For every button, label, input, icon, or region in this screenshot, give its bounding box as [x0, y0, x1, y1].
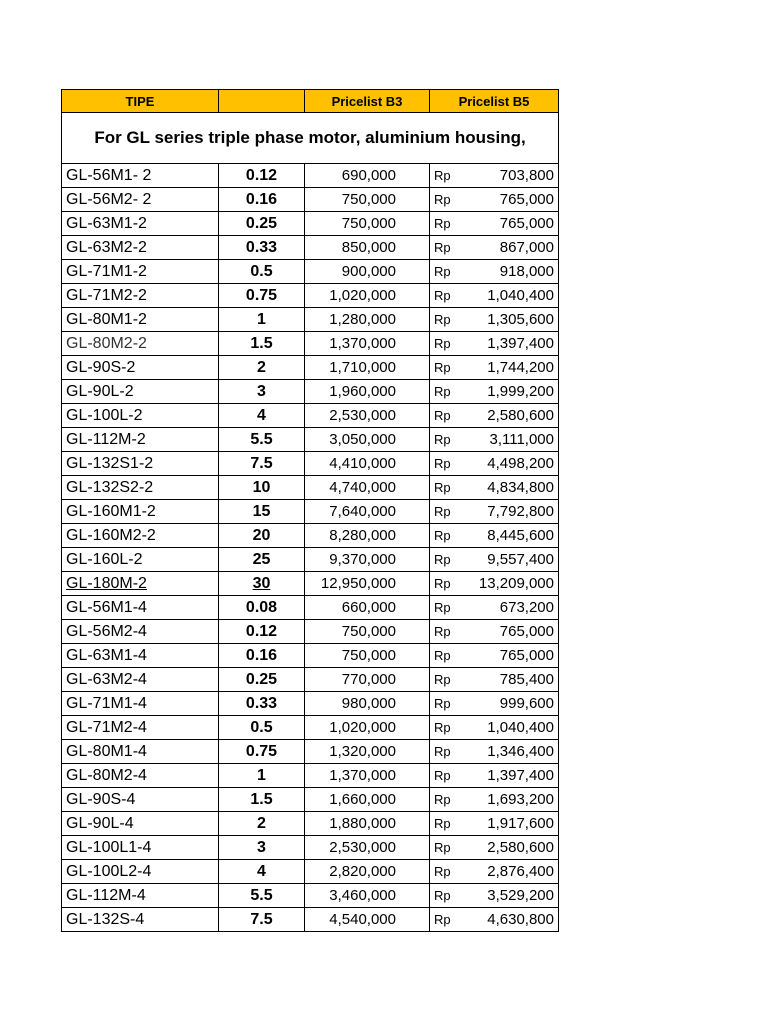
- price-b5-value: 1,040,400: [487, 719, 554, 736]
- price-b5-wrap: [434, 311, 554, 328]
- table-row: [62, 236, 559, 260]
- table-row: [62, 332, 559, 356]
- price-b5-wrap: [434, 911, 554, 928]
- table-row: [62, 692, 559, 716]
- cell-price-b5: [430, 788, 559, 812]
- currency-label: Rp: [434, 816, 451, 831]
- price-b5-wrap: [434, 695, 554, 712]
- cell-kw: 30: [219, 572, 305, 596]
- price-b5-value: 918,000: [499, 263, 554, 280]
- price-b5-wrap: [434, 815, 554, 832]
- price-b5-wrap: [434, 191, 554, 208]
- cell-price-b3: 690,000: [305, 164, 430, 188]
- currency-label: Rp: [434, 648, 451, 663]
- cell-type: GL-63M2-2: [62, 236, 219, 260]
- cell-kw: 20: [219, 524, 305, 548]
- currency-label: Rp: [434, 912, 451, 927]
- price-b5-wrap: [434, 719, 554, 736]
- price-b5-value: 1,917,600: [487, 815, 554, 832]
- cell-kw: 0.12: [219, 164, 305, 188]
- price-b5-wrap: [434, 863, 554, 880]
- price-b5-value: 1,040,400: [487, 287, 554, 304]
- cell-price-b3: 750,000: [305, 188, 430, 212]
- cell-price-b3: 4,410,000: [305, 452, 430, 476]
- price-b5-value: 4,498,200: [487, 455, 554, 472]
- currency-label: Rp: [434, 480, 451, 495]
- price-b5-wrap: [434, 287, 554, 304]
- currency-label: Rp: [434, 432, 451, 447]
- cell-price-b3: 4,740,000: [305, 476, 430, 500]
- cell-price-b5: [430, 404, 559, 428]
- currency-label: Rp: [434, 504, 451, 519]
- cell-price-b3: 1,960,000: [305, 380, 430, 404]
- currency-label: Rp: [434, 264, 451, 279]
- price-b5-wrap: [434, 791, 554, 808]
- cell-price-b5: [430, 500, 559, 524]
- cell-price-b3: 900,000: [305, 260, 430, 284]
- price-b5-value: 1,744,200: [487, 359, 554, 376]
- cell-type: GL-71M1-4: [62, 692, 219, 716]
- table-row: [62, 764, 559, 788]
- cell-price-b5: [430, 620, 559, 644]
- cell-price-b3: 1,020,000: [305, 284, 430, 308]
- cell-price-b5: [430, 836, 559, 860]
- table-row: [62, 668, 559, 692]
- cell-price-b5: [430, 764, 559, 788]
- price-b5-value: 1,397,400: [487, 767, 554, 784]
- table-row: [62, 596, 559, 620]
- table-row: [62, 164, 559, 188]
- currency-label: Rp: [434, 384, 451, 399]
- cell-price-b3: 660,000: [305, 596, 430, 620]
- cell-kw: 10: [219, 476, 305, 500]
- cell-price-b5: [430, 332, 559, 356]
- currency-label: Rp: [434, 168, 451, 183]
- price-b5-value: 13,209,000: [478, 575, 554, 592]
- cell-type: GL-80M1-2: [62, 308, 219, 332]
- table-row: [62, 548, 559, 572]
- cell-type: GL-71M1-2: [62, 260, 219, 284]
- cell-price-b5: [430, 284, 559, 308]
- cell-type: GL-63M1-4: [62, 644, 219, 668]
- currency-label: Rp: [434, 840, 451, 855]
- cell-type: GL-71M2-2: [62, 284, 219, 308]
- table-row: [62, 188, 559, 212]
- header-row: [62, 90, 559, 113]
- price-b5-wrap: [434, 599, 554, 616]
- price-b5-value: 765,000: [499, 191, 554, 208]
- price-b5-wrap: [434, 455, 554, 472]
- cell-kw: 0.25: [219, 212, 305, 236]
- cell-price-b3: 12,950,000: [305, 572, 430, 596]
- currency-label: Rp: [434, 576, 451, 591]
- price-b5-value: 1,999,200: [487, 383, 554, 400]
- price-b5-value: 2,580,600: [487, 839, 554, 856]
- cell-price-b3: 750,000: [305, 620, 430, 644]
- cell-price-b3: 1,280,000: [305, 308, 430, 332]
- cell-price-b3: 980,000: [305, 692, 430, 716]
- price-b5-wrap: [434, 527, 554, 544]
- price-b5-wrap: [434, 359, 554, 376]
- price-b5-wrap: [434, 743, 554, 760]
- cell-price-b5: [430, 692, 559, 716]
- cell-kw: 15: [219, 500, 305, 524]
- currency-label: Rp: [434, 864, 451, 879]
- cell-price-b5: [430, 644, 559, 668]
- cell-kw: 4: [219, 404, 305, 428]
- series-banner: For GL series triple phase motor, aluminium housing,: [62, 113, 559, 164]
- cell-price-b5: [430, 716, 559, 740]
- price-b5-value: 1,346,400: [487, 743, 554, 760]
- cell-type: GL-160M1-2: [62, 500, 219, 524]
- currency-label: Rp: [434, 360, 451, 375]
- cell-price-b3: 2,820,000: [305, 860, 430, 884]
- cell-kw: 0.16: [219, 644, 305, 668]
- cell-price-b5: [430, 428, 559, 452]
- table-row: [62, 356, 559, 380]
- price-b5-value: 765,000: [499, 215, 554, 232]
- table-row: [62, 716, 559, 740]
- price-b5-wrap: [434, 479, 554, 496]
- cell-kw: 1: [219, 308, 305, 332]
- currency-label: Rp: [434, 792, 451, 807]
- table-row: [62, 740, 559, 764]
- currency-label: Rp: [434, 408, 451, 423]
- cell-kw: 0.5: [219, 716, 305, 740]
- cell-price-b5: [430, 188, 559, 212]
- cell-kw: 2: [219, 812, 305, 836]
- cell-kw: 1.5: [219, 332, 305, 356]
- price-b5-value: 765,000: [499, 647, 554, 664]
- cell-type: GL-132S2-2: [62, 476, 219, 500]
- currency-label: Rp: [434, 312, 451, 327]
- table-row: [62, 908, 559, 932]
- currency-label: Rp: [434, 288, 451, 303]
- cell-type: GL-56M1-4: [62, 596, 219, 620]
- currency-label: Rp: [434, 456, 451, 471]
- price-b5-wrap: [434, 167, 554, 184]
- price-b5-value: 785,400: [499, 671, 554, 688]
- cell-type: GL-90L-2: [62, 380, 219, 404]
- header-tipe: TIPE: [62, 90, 219, 113]
- price-b5-wrap: [434, 407, 554, 424]
- table-row: [62, 500, 559, 524]
- currency-label: Rp: [434, 528, 451, 543]
- cell-kw: 0.75: [219, 740, 305, 764]
- cell-kw: 5.5: [219, 428, 305, 452]
- cell-kw: 25: [219, 548, 305, 572]
- currency-label: Rp: [434, 744, 451, 759]
- table-row: [62, 812, 559, 836]
- cell-price-b3: 2,530,000: [305, 836, 430, 860]
- price-b5-wrap: [434, 767, 554, 784]
- currency-label: Rp: [434, 216, 451, 231]
- cell-price-b5: [430, 308, 559, 332]
- cell-type: GL-160L-2: [62, 548, 219, 572]
- header-pricelist-b3: Pricelist B3: [305, 90, 430, 113]
- cell-type: GL-56M1- 2: [62, 164, 219, 188]
- cell-type: GL-90S-4: [62, 788, 219, 812]
- table-row: [62, 260, 559, 284]
- cell-type: GL-80M2-2: [62, 332, 219, 356]
- table-row: [62, 836, 559, 860]
- price-b5-value: 765,000: [499, 623, 554, 640]
- currency-label: Rp: [434, 768, 451, 783]
- price-b5-wrap: [434, 623, 554, 640]
- cell-type: GL-90S-2: [62, 356, 219, 380]
- currency-label: Rp: [434, 552, 451, 567]
- cell-price-b5: [430, 212, 559, 236]
- currency-label: Rp: [434, 600, 451, 615]
- cell-price-b3: 9,370,000: [305, 548, 430, 572]
- table-row: [62, 380, 559, 404]
- cell-price-b3: 4,540,000: [305, 908, 430, 932]
- table-row: [62, 476, 559, 500]
- price-b5-value: 673,200: [499, 599, 554, 616]
- price-b5-value: 7,792,800: [487, 503, 554, 520]
- cell-kw: 7.5: [219, 908, 305, 932]
- cell-price-b5: [430, 740, 559, 764]
- cell-type: GL-112M-2: [62, 428, 219, 452]
- cell-price-b5: [430, 572, 559, 596]
- cell-kw: 1: [219, 764, 305, 788]
- table-row: [62, 308, 559, 332]
- price-b5-wrap: [434, 335, 554, 352]
- price-b5-wrap: [434, 263, 554, 280]
- cell-type: GL-71M2-4: [62, 716, 219, 740]
- cell-type: GL-80M2-4: [62, 764, 219, 788]
- cell-kw: 0.16: [219, 188, 305, 212]
- cell-type: GL-180M-2: [62, 572, 219, 596]
- price-b5-wrap: [434, 503, 554, 520]
- cell-price-b3: 1,370,000: [305, 332, 430, 356]
- header-kw: [219, 90, 305, 113]
- cell-type: GL-132S-4: [62, 908, 219, 932]
- cell-price-b3: 3,460,000: [305, 884, 430, 908]
- cell-kw: 0.5: [219, 260, 305, 284]
- price-b5-value: 4,630,800: [487, 911, 554, 928]
- currency-label: Rp: [434, 888, 451, 903]
- price-b5-wrap: [434, 431, 554, 448]
- price-b5-value: 867,000: [499, 239, 554, 256]
- price-b5-value: 8,445,600: [487, 527, 554, 544]
- price-b5-value: 703,800: [499, 167, 554, 184]
- table-row: [62, 620, 559, 644]
- currency-label: Rp: [434, 672, 451, 687]
- price-b5-value: 2,580,600: [487, 407, 554, 424]
- price-b5-wrap: [434, 575, 554, 592]
- cell-kw: 3: [219, 836, 305, 860]
- table-row: [62, 428, 559, 452]
- currency-label: Rp: [434, 240, 451, 255]
- header-pricelist-b5: Pricelist B5: [430, 90, 559, 113]
- cell-kw: 0.08: [219, 596, 305, 620]
- cell-kw: 7.5: [219, 452, 305, 476]
- cell-type: GL-63M2-4: [62, 668, 219, 692]
- currency-label: Rp: [434, 336, 451, 351]
- cell-kw: 0.33: [219, 692, 305, 716]
- table-row: [62, 404, 559, 428]
- cell-price-b5: [430, 380, 559, 404]
- table-row: [62, 788, 559, 812]
- price-b5-value: 2,876,400: [487, 863, 554, 880]
- cell-price-b3: 2,530,000: [305, 404, 430, 428]
- price-b5-value: 1,305,600: [487, 311, 554, 328]
- table-row: [62, 524, 559, 548]
- currency-label: Rp: [434, 192, 451, 207]
- cell-kw: 1.5: [219, 788, 305, 812]
- price-b5-value: 3,529,200: [487, 887, 554, 904]
- price-b5-wrap: [434, 671, 554, 688]
- currency-label: Rp: [434, 696, 451, 711]
- cell-kw: 4: [219, 860, 305, 884]
- cell-price-b3: 750,000: [305, 212, 430, 236]
- price-b5-value: 1,693,200: [487, 791, 554, 808]
- price-table: [61, 89, 559, 932]
- cell-price-b3: 1,320,000: [305, 740, 430, 764]
- cell-price-b5: [430, 236, 559, 260]
- price-b5-wrap: [434, 839, 554, 856]
- cell-price-b3: 3,050,000: [305, 428, 430, 452]
- price-b5-wrap: [434, 647, 554, 664]
- price-b5-wrap: [434, 215, 554, 232]
- table-row: [62, 572, 559, 596]
- table-body: [62, 113, 559, 932]
- cell-price-b3: 770,000: [305, 668, 430, 692]
- cell-price-b5: [430, 860, 559, 884]
- cell-price-b3: 1,020,000: [305, 716, 430, 740]
- cell-type: GL-100L2-4: [62, 860, 219, 884]
- table-row: [62, 860, 559, 884]
- cell-price-b3: 750,000: [305, 644, 430, 668]
- cell-type: GL-56M2- 2: [62, 188, 219, 212]
- cell-kw: 3: [219, 380, 305, 404]
- cell-price-b3: 1,710,000: [305, 356, 430, 380]
- cell-kw: 0.75: [219, 284, 305, 308]
- price-b5-value: 999,600: [499, 695, 554, 712]
- price-b5-wrap: [434, 383, 554, 400]
- cell-price-b5: [430, 356, 559, 380]
- cell-price-b3: 1,880,000: [305, 812, 430, 836]
- cell-type: GL-132S1-2: [62, 452, 219, 476]
- banner-row: [62, 113, 559, 164]
- cell-price-b5: [430, 812, 559, 836]
- cell-type: GL-100L1-4: [62, 836, 219, 860]
- cell-type: GL-56M2-4: [62, 620, 219, 644]
- cell-price-b5: [430, 452, 559, 476]
- cell-price-b3: 1,370,000: [305, 764, 430, 788]
- cell-price-b5: [430, 908, 559, 932]
- price-b5-wrap: [434, 551, 554, 568]
- table-row: [62, 644, 559, 668]
- price-b5-value: 1,397,400: [487, 335, 554, 352]
- cell-kw: 0.25: [219, 668, 305, 692]
- cell-type: GL-112M-4: [62, 884, 219, 908]
- currency-label: Rp: [434, 720, 451, 735]
- cell-price-b5: [430, 884, 559, 908]
- table-row: [62, 884, 559, 908]
- cell-price-b5: [430, 260, 559, 284]
- price-b5-wrap: [434, 239, 554, 256]
- cell-price-b3: 850,000: [305, 236, 430, 260]
- cell-type: GL-80M1-4: [62, 740, 219, 764]
- price-b5-value: 9,557,400: [487, 551, 554, 568]
- cell-type: GL-160M2-2: [62, 524, 219, 548]
- cell-price-b3: 7,640,000: [305, 500, 430, 524]
- price-b5-value: 3,111,000: [489, 431, 554, 448]
- cell-price-b3: 1,660,000: [305, 788, 430, 812]
- price-b5-value: 4,834,800: [487, 479, 554, 496]
- cell-kw: 5.5: [219, 884, 305, 908]
- cell-price-b3: 8,280,000: [305, 524, 430, 548]
- cell-price-b5: [430, 524, 559, 548]
- cell-price-b5: [430, 164, 559, 188]
- table-row: [62, 452, 559, 476]
- cell-kw: 0.33: [219, 236, 305, 260]
- table-row: [62, 212, 559, 236]
- cell-type: GL-90L-4: [62, 812, 219, 836]
- cell-type: GL-100L-2: [62, 404, 219, 428]
- cell-price-b5: [430, 596, 559, 620]
- currency-label: Rp: [434, 624, 451, 639]
- cell-kw: 0.12: [219, 620, 305, 644]
- cell-price-b5: [430, 668, 559, 692]
- cell-type: GL-63M1-2: [62, 212, 219, 236]
- price-b5-wrap: [434, 887, 554, 904]
- cell-kw: 2: [219, 356, 305, 380]
- cell-price-b5: [430, 548, 559, 572]
- table-row: [62, 284, 559, 308]
- cell-price-b5: [430, 476, 559, 500]
